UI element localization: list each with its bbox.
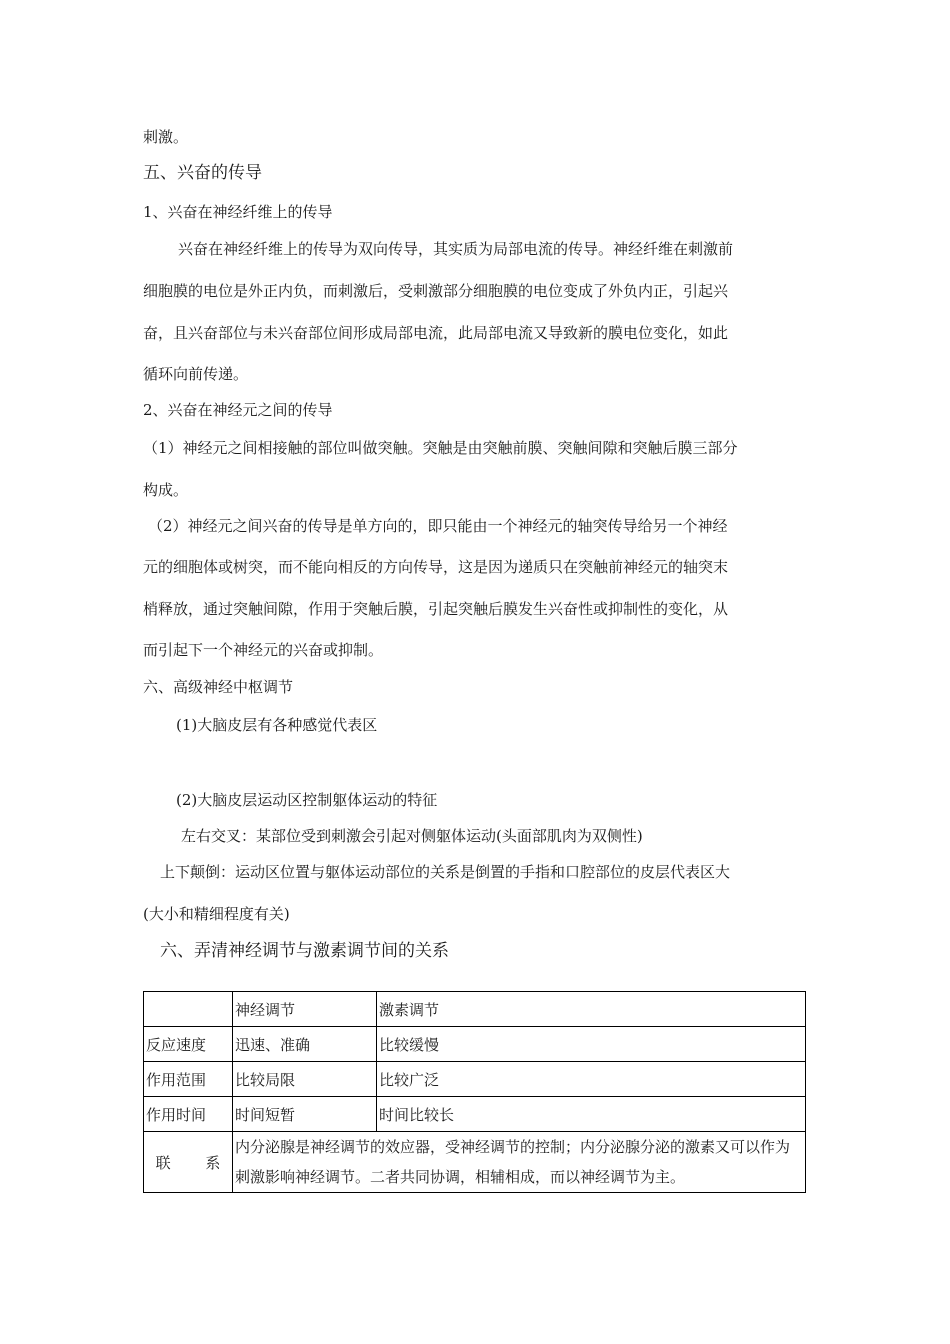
table-cell: 比较局限 [233, 1062, 377, 1097]
paragraph-line: 兴奋在神经纤维上的传导为双向传导，其实质为局部电流的传导。神经纤维在刺激前 [178, 240, 734, 258]
section-heading-6b: 六、弄清神经调节与激素调节间的关系 [160, 941, 449, 961]
section-heading-5: 五、兴奋的传导 [143, 163, 262, 183]
paragraph-line: 元的细胞体或树突，而不能向相反的方向传导，这是因为递质只在突触前神经元的轴突末 [143, 558, 729, 576]
paragraph-line: (大小和精细程度有关) [143, 905, 290, 923]
table-header-row [144, 992, 806, 1027]
table-cell: 比较广泛 [377, 1062, 806, 1097]
comparison-table [143, 991, 806, 1193]
paragraph-line: （2）神经元之间兴奋的传导是单方向的，即只能由一个神经元的轴突传导给另一个神经 [148, 517, 728, 535]
paragraph-line: 梢释放，通过突触间隙，作用于突触后膜，引起突触后膜发生兴奋性或抑制性的变化，从 [143, 600, 729, 618]
table-cell-link-label: 联 系 [144, 1132, 233, 1193]
paragraph-line: （1）神经元之间相接触的部位叫做突触。突触是由突触前膜、突触间隙和突触后膜三部分 [143, 439, 738, 457]
table-cell: 作用时间 [144, 1097, 233, 1132]
section-heading-6: 六、高级神经中枢调节 [143, 678, 294, 696]
table-cell: 作用范围 [144, 1062, 233, 1097]
list-item: (2)大脑皮层运动区控制躯体运动的特征 [176, 791, 438, 809]
table-header-cell: 激素调节 [377, 992, 806, 1027]
table-header-cell [144, 992, 233, 1027]
table-cell-link-text: 内分泌腺是神经调节的效应器，受神经调节的控制；内分泌腺分泌的激素又可以作为刺激影响神经调节。二者共同协调，相辅相成，而以神经调节为主。 [233, 1132, 806, 1193]
table-cell: 比较缓慢 [377, 1027, 806, 1062]
paragraph-line: 细胞膜的电位是外正内负，而刺激后，受刺激部分细胞膜的电位变成了外负内正，引起兴 [143, 282, 729, 300]
paragraph-line: 构成。 [143, 481, 189, 499]
list-item: (1)大脑皮层有各种感觉代表区 [176, 716, 378, 734]
table-row [144, 1097, 806, 1132]
paragraph-line: 左右交叉：某部位受到刺激会引起对侧躯体运动(头面部肌肉为双侧性) [181, 827, 643, 845]
table-row-link [144, 1132, 806, 1193]
paragraph-line: 奋，且兴奋部位与未兴奋部位间形成局部电流，此局部电流又导致新的膜电位变化，如此 [143, 324, 729, 342]
subsection-heading-1: 1、兴奋在神经纤维上的传导 [143, 203, 333, 221]
paragraph-line: 上下颠倒：运动区位置与躯体运动部位的关系是倒置的手指和口腔部位的皮层代表区大 [160, 863, 731, 881]
paragraph-line: 而引起下一个神经元的兴奋或抑制。 [143, 641, 384, 659]
table-cell: 迅速、准确 [233, 1027, 377, 1062]
table-row [144, 1027, 806, 1062]
table-row [144, 1062, 806, 1097]
text-line: 刺激。 [143, 128, 189, 146]
subsection-heading-2: 2、兴奋在神经元之间的传导 [143, 401, 333, 419]
paragraph-line: 循环向前传递。 [143, 365, 249, 383]
table-cell: 时间比较长 [377, 1097, 806, 1132]
table-cell: 反应速度 [144, 1027, 233, 1062]
table-cell: 时间短暂 [233, 1097, 377, 1132]
table-header-cell: 神经调节 [233, 992, 377, 1027]
